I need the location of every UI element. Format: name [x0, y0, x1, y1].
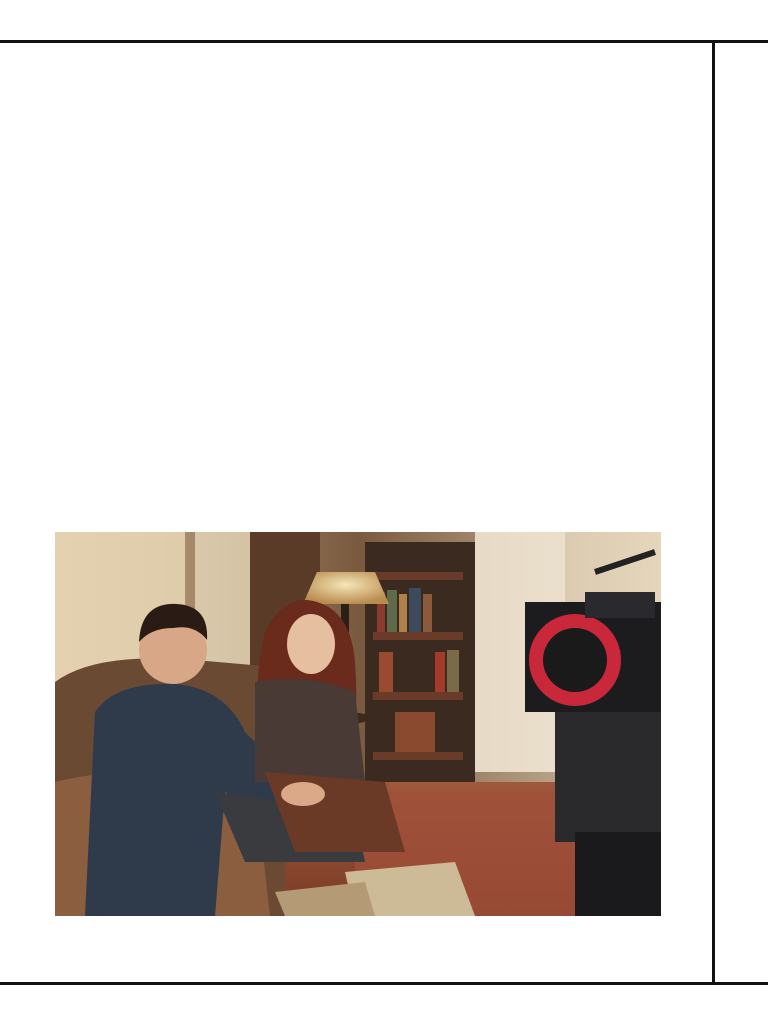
- top-ornamental-border: [0, 0, 768, 48]
- bottom-ornamental-border: [0, 976, 768, 1024]
- behind-the-scenes-photo: [55, 532, 661, 916]
- photo-caption: [54, 456, 134, 458]
- right-ornamental-border: [710, 0, 768, 1024]
